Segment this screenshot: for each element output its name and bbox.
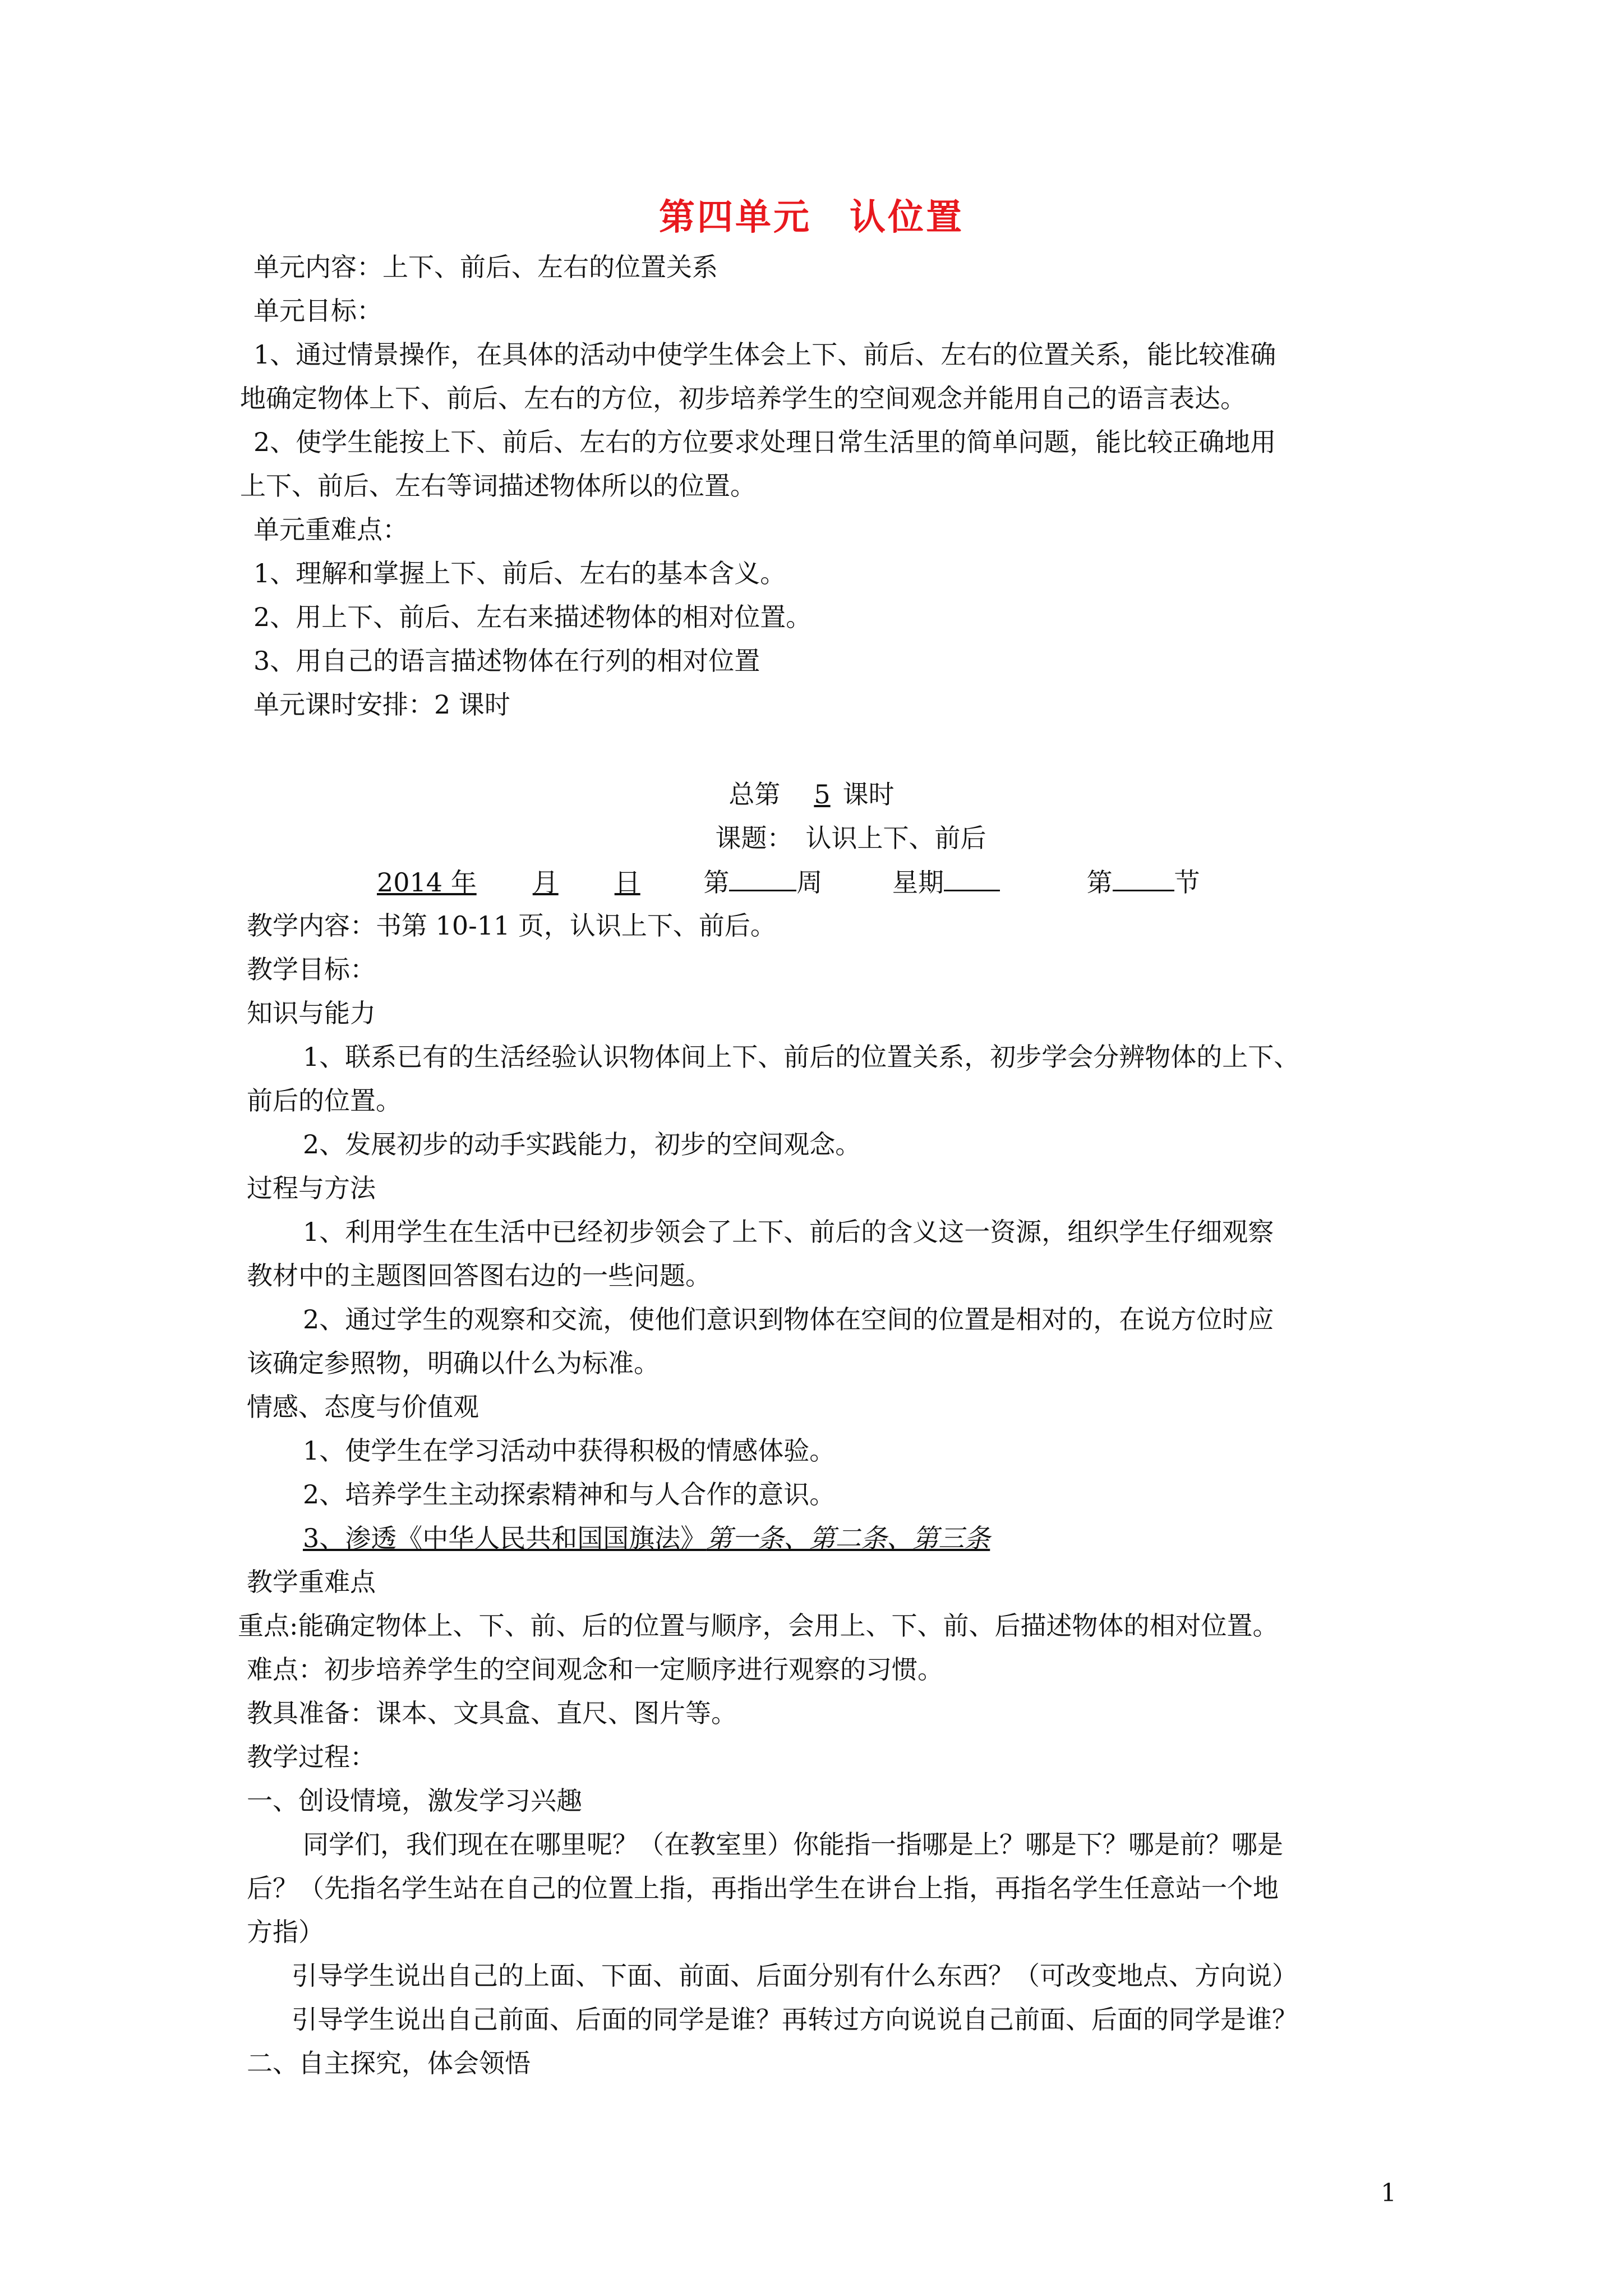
emotion-values-heading: 情感、态度与价值观: [247, 1392, 479, 1422]
step-1-heading: 一、创设情境，激发学习兴趣: [247, 1786, 582, 1816]
goal-1-line-1: 1、通过情景操作，在具体的活动中使学生体会上下、前后、左右的位置关系，能比较准确: [253, 339, 1276, 370]
week-suffix: 周: [796, 867, 823, 898]
unit-goal-heading: 单元目标：: [253, 296, 382, 326]
key-point-3: 3、用自己的语言描述物体在行列的相对位置: [253, 646, 760, 676]
step-1-paragraph-3: 引导学生说出自己前面、后面的同学是谁？再转过方向说说自己前面、后面的同学是谁？: [292, 2004, 1298, 2035]
section-suffix: 节: [1174, 867, 1200, 898]
unit-hours: 单元课时安排：2 课时: [253, 689, 510, 720]
difficulty-heading: 教学重难点: [247, 1567, 376, 1597]
week-prefix: 第: [703, 867, 730, 898]
key-points-heading: 单元重难点：: [253, 514, 408, 545]
step-1-paragraph-1-line-2: 后？（先指名学生站在自己的位置上指，再指出学生在讲台上指，再指名学生任意站一个地: [247, 1873, 1279, 1903]
date-field: [359, 867, 645, 898]
process-2-line-1: 2、通过学生的观察和交流，使他们意识到物体在空间的位置是相对的，在说方位时应: [303, 1304, 1274, 1335]
difficulty-point: 难点：初步培养学生的空间观念和一定顺序进行观察的习惯。: [247, 1654, 943, 1685]
step-2-heading: 二、自主探究，体会领悟: [247, 2048, 531, 2078]
process-1-line-2: 教材中的主题图回答图右边的一些问题。: [247, 1260, 711, 1291]
knowledge-ability-heading: 知识与能力: [247, 998, 376, 1028]
weekday-blank: [944, 865, 1000, 891]
lesson-number: 5: [814, 779, 831, 809]
emotion-1: 1、使学生在学习活动中获得积极的情感体验。: [303, 1435, 836, 1466]
weekday-prefix: 星期: [892, 867, 944, 898]
page-number: 1: [1381, 2179, 1396, 2207]
goal-2-line-1: 2、使学生能按上下、前后、左右的方位要求处理日常生活里的简单问题，能比较正确地用: [253, 427, 1276, 457]
teaching-tools: 教具准备：课本、文具盒、直尺、图片等。: [247, 1698, 737, 1728]
step-1-paragraph-2: 引导学生说出自己的上面、下面、前面、后面分别有什么东西？（可改变地点、方向说）: [292, 1961, 1298, 1991]
lesson-prefix: 总第: [728, 779, 781, 809]
unit-content: 单元内容：上下、前后、左右的位置关系: [253, 252, 718, 282]
date-year: 2014 年: [377, 867, 477, 898]
section-prefix: 第: [1086, 867, 1113, 898]
goal-2-line-2: 上下、前后、左右等词描述物体所以的位置。: [240, 471, 756, 501]
emotion-3-law: 3、渗透《中华人民共和国国旗法》: [303, 1523, 707, 1553]
knowledge-1-line-2: 前后的位置。: [247, 1085, 402, 1116]
knowledge-1-line-1: 1、联系已有的生活经验认识物体间上下、前后的位置关系，初步学会分辨物体的上下、: [303, 1042, 1300, 1072]
key-point-1: 1、理解和掌握上下、前后、左右的基本含义。: [253, 558, 786, 588]
step-1-paragraph-1-line-1: 同学们，我们现在在哪里呢？（在教室里）你能指一指哪是上？哪是下？哪是前？哪是: [303, 1829, 1283, 1860]
teaching-process-heading: 教学过程：: [247, 1742, 376, 1772]
date-month: 月: [532, 867, 559, 898]
emotion-3-articles: 第一条、第二条、第三条: [706, 1523, 990, 1553]
teaching-goal-heading: 教学目标：: [247, 954, 376, 984]
date-day: 日: [614, 867, 640, 898]
week-blank: [729, 865, 796, 891]
emotion-2: 2、培养学生主动探索精神和与人合作的意识。: [303, 1479, 836, 1510]
goal-1-line-2: 地确定物体上下、前后、左右的方位，初步培养学生的空间观念并能用自己的语言表达。: [240, 383, 1246, 413]
date-line: [359, 865, 1200, 899]
focus-point: 重点:能确定物体上、下、前、后的位置与顺序，会用上、下、前、后描述物体的相对位置。: [238, 1611, 1279, 1641]
knowledge-2: 2、发展初步的动手实践能力，初步的空间观念。: [303, 1129, 861, 1159]
process-2-line-2: 该确定参照物，明确以什么为标准。: [247, 1348, 660, 1378]
emotion-3: [303, 1521, 990, 1555]
process-method-heading: 过程与方法: [247, 1173, 376, 1203]
lesson-topic: 课题： 认识上下、前后: [715, 823, 986, 853]
lesson-suffix: 课时: [842, 779, 895, 809]
process-1-line-1: 1、利用学生在生活中已经初步领会了上下、前后的含义这一资源，组织学生仔细观察: [303, 1217, 1274, 1247]
section-blank: [1113, 865, 1174, 891]
step-1-paragraph-1-line-3: 方指）: [247, 1917, 324, 1947]
lesson-number-line: [0, 777, 1623, 811]
key-point-2: 2、用上下、前后、左右来描述物体的相对位置。: [253, 602, 812, 632]
teaching-content: 教学内容：书第 10-11 页，认识上下、前后。: [247, 910, 776, 941]
unit-title: 第四单元 认位置: [659, 197, 964, 238]
